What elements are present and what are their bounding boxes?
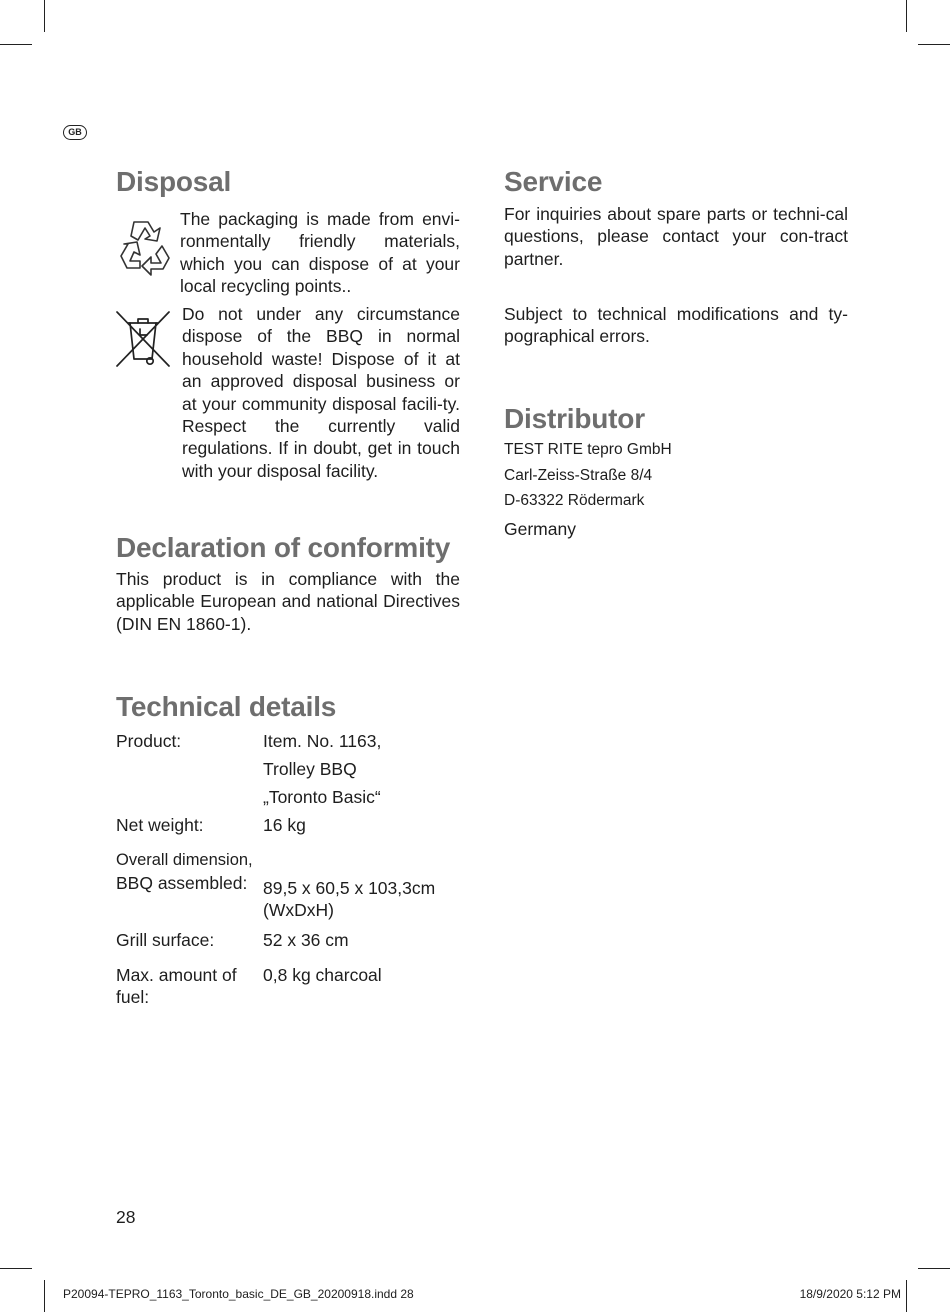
print-timestamp: 18/9/2020 5:12 PM — [799, 1287, 901, 1301]
technical-heading: Technical details — [116, 691, 337, 722]
dimension-value: (WxDxH) — [263, 900, 334, 920]
crop-mark — [906, 0, 907, 32]
fuel-label: Max. amount of — [116, 965, 237, 985]
crop-mark — [906, 1280, 907, 1312]
grill-label: Grill surface: — [116, 930, 215, 950]
crop-mark — [44, 1280, 45, 1312]
distributor-heading: Distributor — [504, 403, 645, 434]
weight-label: Net weight: — [116, 815, 204, 835]
language-badge: GB — [63, 125, 87, 140]
product-value-line: Trolley BBQ — [263, 759, 357, 779]
distributor-country: Germany — [504, 519, 576, 539]
distributor-city: D-63322 Rödermark — [504, 492, 645, 509]
page-number: 28 — [116, 1207, 136, 1227]
service-paragraph: For inquiries about spare parts or techni-cal questions, please contact your con-tract partner. — [504, 204, 848, 269]
product-value-line: Item. No. 1163, — [263, 731, 382, 751]
dimension-label: Overall dimension, — [116, 851, 253, 869]
weight-value: 16 kg — [263, 815, 306, 835]
recycling-icon — [114, 214, 176, 276]
grill-value: 52 x 36 cm — [263, 930, 349, 950]
service-heading: Service — [504, 166, 603, 197]
distributor-company: TEST RITE tepro GmbH — [504, 441, 672, 458]
crop-mark — [0, 1268, 32, 1269]
file-slug: P20094-TEPRO_1163_Toronto_basic_DE_GB_20200918.indd 28 — [63, 1287, 414, 1301]
product-value-line: „Toronto Basic“ — [263, 787, 381, 807]
modifications-notice: Subject to technical modifications and ty-pographical errors. — [504, 304, 848, 347]
crop-mark — [918, 44, 950, 45]
distributor-street: Carl-Zeiss-Straße 8/4 — [504, 467, 653, 484]
declaration-heading: Declaration of conformity — [116, 532, 451, 563]
crossed-out-wheelie-bin-icon — [114, 309, 172, 369]
fuel-label: fuel: — [116, 987, 150, 1007]
recycling-paragraph: The packaging is made from envi-ronmentally friendly materials, which you can dispose of at your local recycling points.. — [180, 209, 460, 297]
fuel-value: 0,8 kg charcoal — [263, 965, 382, 985]
product-label: Product: — [116, 731, 182, 751]
dimension-value: 89,5 x 60,5 x 103,3cm — [263, 878, 436, 898]
crop-mark — [44, 0, 45, 32]
declaration-paragraph: This product is in compliance with the applicable European and national Directives (DIN EN 1860-1). — [116, 569, 460, 634]
bin-paragraph: Do not under any circumstance dispose of the BBQ in normal household waste! Dispose of it at an approved disposal business or at your community disposal facili-ty. Respect the currently valid regulations. If in doubt, get in touch with your disposal facility. — [182, 304, 460, 481]
crop-mark — [0, 44, 32, 45]
disposal-heading: Disposal — [116, 166, 232, 197]
dimension-label: BBQ assembled: — [116, 873, 248, 893]
crop-mark — [918, 1268, 950, 1269]
